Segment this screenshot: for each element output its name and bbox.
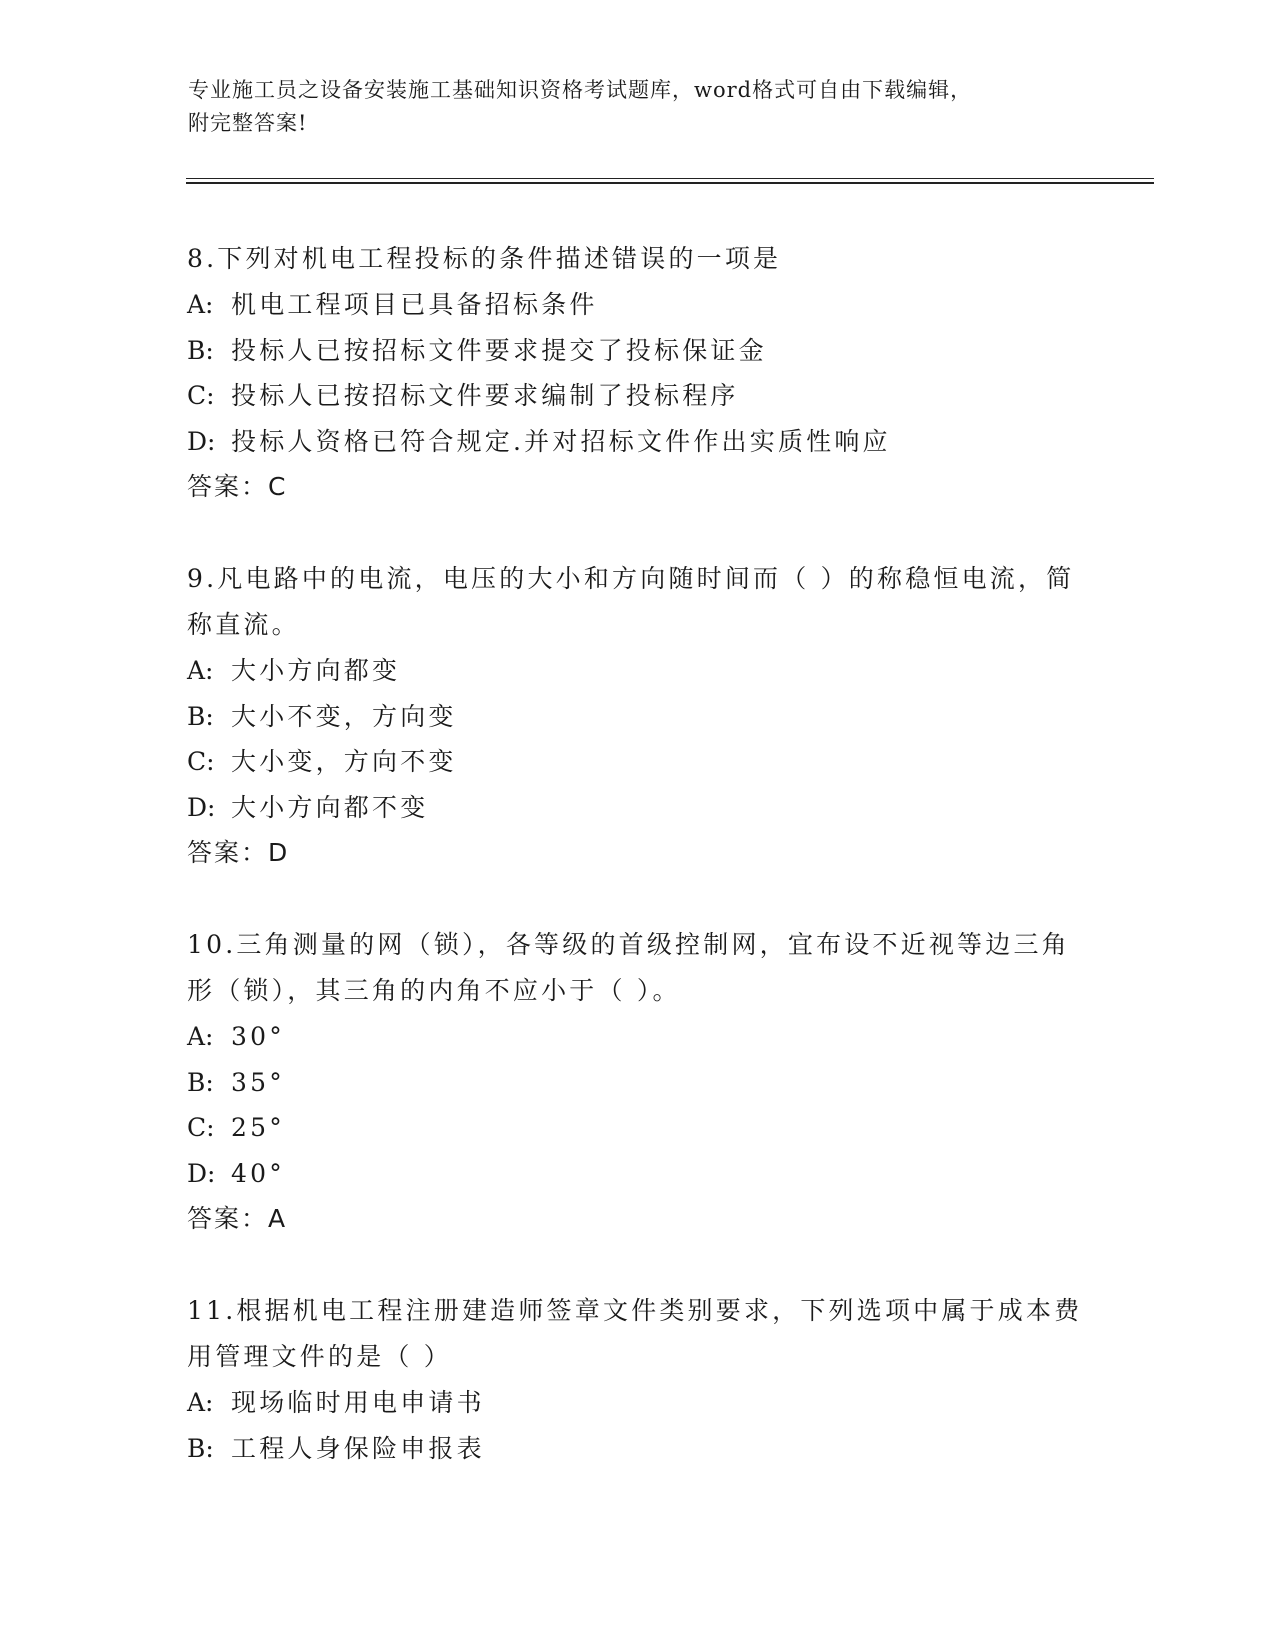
question-stem: 11.根据机电工程注册建造师签章文件类别要求，下列选项中属于成本费用管理文件的是（ ） bbox=[187, 1296, 1083, 1371]
option-letter: C: bbox=[187, 381, 215, 410]
option-c bbox=[187, 1105, 1087, 1151]
option-b bbox=[187, 1426, 1087, 1472]
option-letter: D: bbox=[187, 426, 216, 456]
option-d bbox=[187, 1151, 1087, 1197]
header-divider-thick bbox=[186, 182, 1154, 184]
option-c bbox=[187, 373, 1087, 419]
option-text: 25° bbox=[231, 1113, 285, 1142]
option-letter: C: bbox=[187, 1113, 215, 1142]
option-a bbox=[187, 1380, 1087, 1426]
option-text: 大小方向都不变 bbox=[231, 792, 429, 822]
option-letter: D: bbox=[187, 792, 216, 822]
option-letter: A: bbox=[187, 290, 214, 319]
question-11 bbox=[187, 1288, 1087, 1471]
option-letter: A: bbox=[187, 1388, 214, 1417]
question-10 bbox=[187, 922, 1087, 1241]
option-d bbox=[187, 419, 1087, 465]
option-c bbox=[187, 739, 1087, 785]
option-text: 35° bbox=[231, 1067, 285, 1097]
option-text: 现场临时用电申请书 bbox=[231, 1388, 485, 1417]
option-a bbox=[187, 1014, 1087, 1060]
option-a bbox=[187, 282, 1087, 328]
question-9 bbox=[187, 556, 1087, 875]
option-b bbox=[187, 328, 1087, 374]
option-letter: B: bbox=[187, 1067, 214, 1097]
option-d bbox=[187, 785, 1087, 831]
header-title-line-1: 专业施工员之设备安装施工基础知识资格考试题库，word格式可自由下载编辑， bbox=[188, 78, 973, 102]
answer: 答案：D bbox=[187, 838, 290, 867]
option-a bbox=[187, 648, 1087, 694]
option-b bbox=[187, 694, 1087, 740]
option-letter: C: bbox=[187, 747, 215, 776]
option-b bbox=[187, 1060, 1087, 1106]
option-text: 机电工程项目已具备招标条件 bbox=[231, 290, 598, 319]
header-title-line-2: 附完整答案! bbox=[188, 111, 308, 135]
header-divider-thin bbox=[186, 178, 1154, 179]
option-text: 投标人已按招标文件要求编制了投标程序 bbox=[231, 381, 739, 410]
option-letter: B: bbox=[187, 335, 214, 365]
option-text: 大小方向都变 bbox=[231, 656, 401, 685]
option-text: 工程人身保险申报表 bbox=[231, 1433, 485, 1463]
option-letter: D: bbox=[187, 1158, 216, 1188]
question-8 bbox=[187, 236, 1087, 509]
option-letter: B: bbox=[187, 1433, 214, 1463]
question-stem: 8.下列对机电工程投标的条件描述错误的一项是 bbox=[187, 244, 782, 273]
answer: 答案：A bbox=[187, 1204, 288, 1233]
question-list bbox=[187, 236, 1087, 1518]
question-stem: 9.凡电路中的电流，电压的大小和方向随时间而（ ）的称稳恒电流，简称直流。 bbox=[187, 564, 1075, 639]
option-text: 30° bbox=[231, 1022, 285, 1051]
document-header bbox=[188, 74, 1088, 140]
option-text: 大小不变，方向变 bbox=[231, 701, 457, 731]
option-text: 40° bbox=[231, 1158, 285, 1188]
option-text: 投标人已按招标文件要求提交了投标保证金 bbox=[231, 335, 767, 365]
option-letter: A: bbox=[187, 656, 214, 685]
option-text: 投标人资格已符合规定.并对招标文件作出实质性响应 bbox=[231, 426, 891, 456]
option-letter: A: bbox=[187, 1022, 214, 1051]
question-stem: 10.三角测量的网（锁），各等级的首级控制网，宜布设不近视等边三角形（锁），其三角的内角不应小于（ ）。 bbox=[187, 930, 1070, 1005]
answer: 答案：C bbox=[187, 472, 288, 501]
option-letter: B: bbox=[187, 701, 214, 731]
option-text: 大小变，方向不变 bbox=[231, 747, 457, 776]
